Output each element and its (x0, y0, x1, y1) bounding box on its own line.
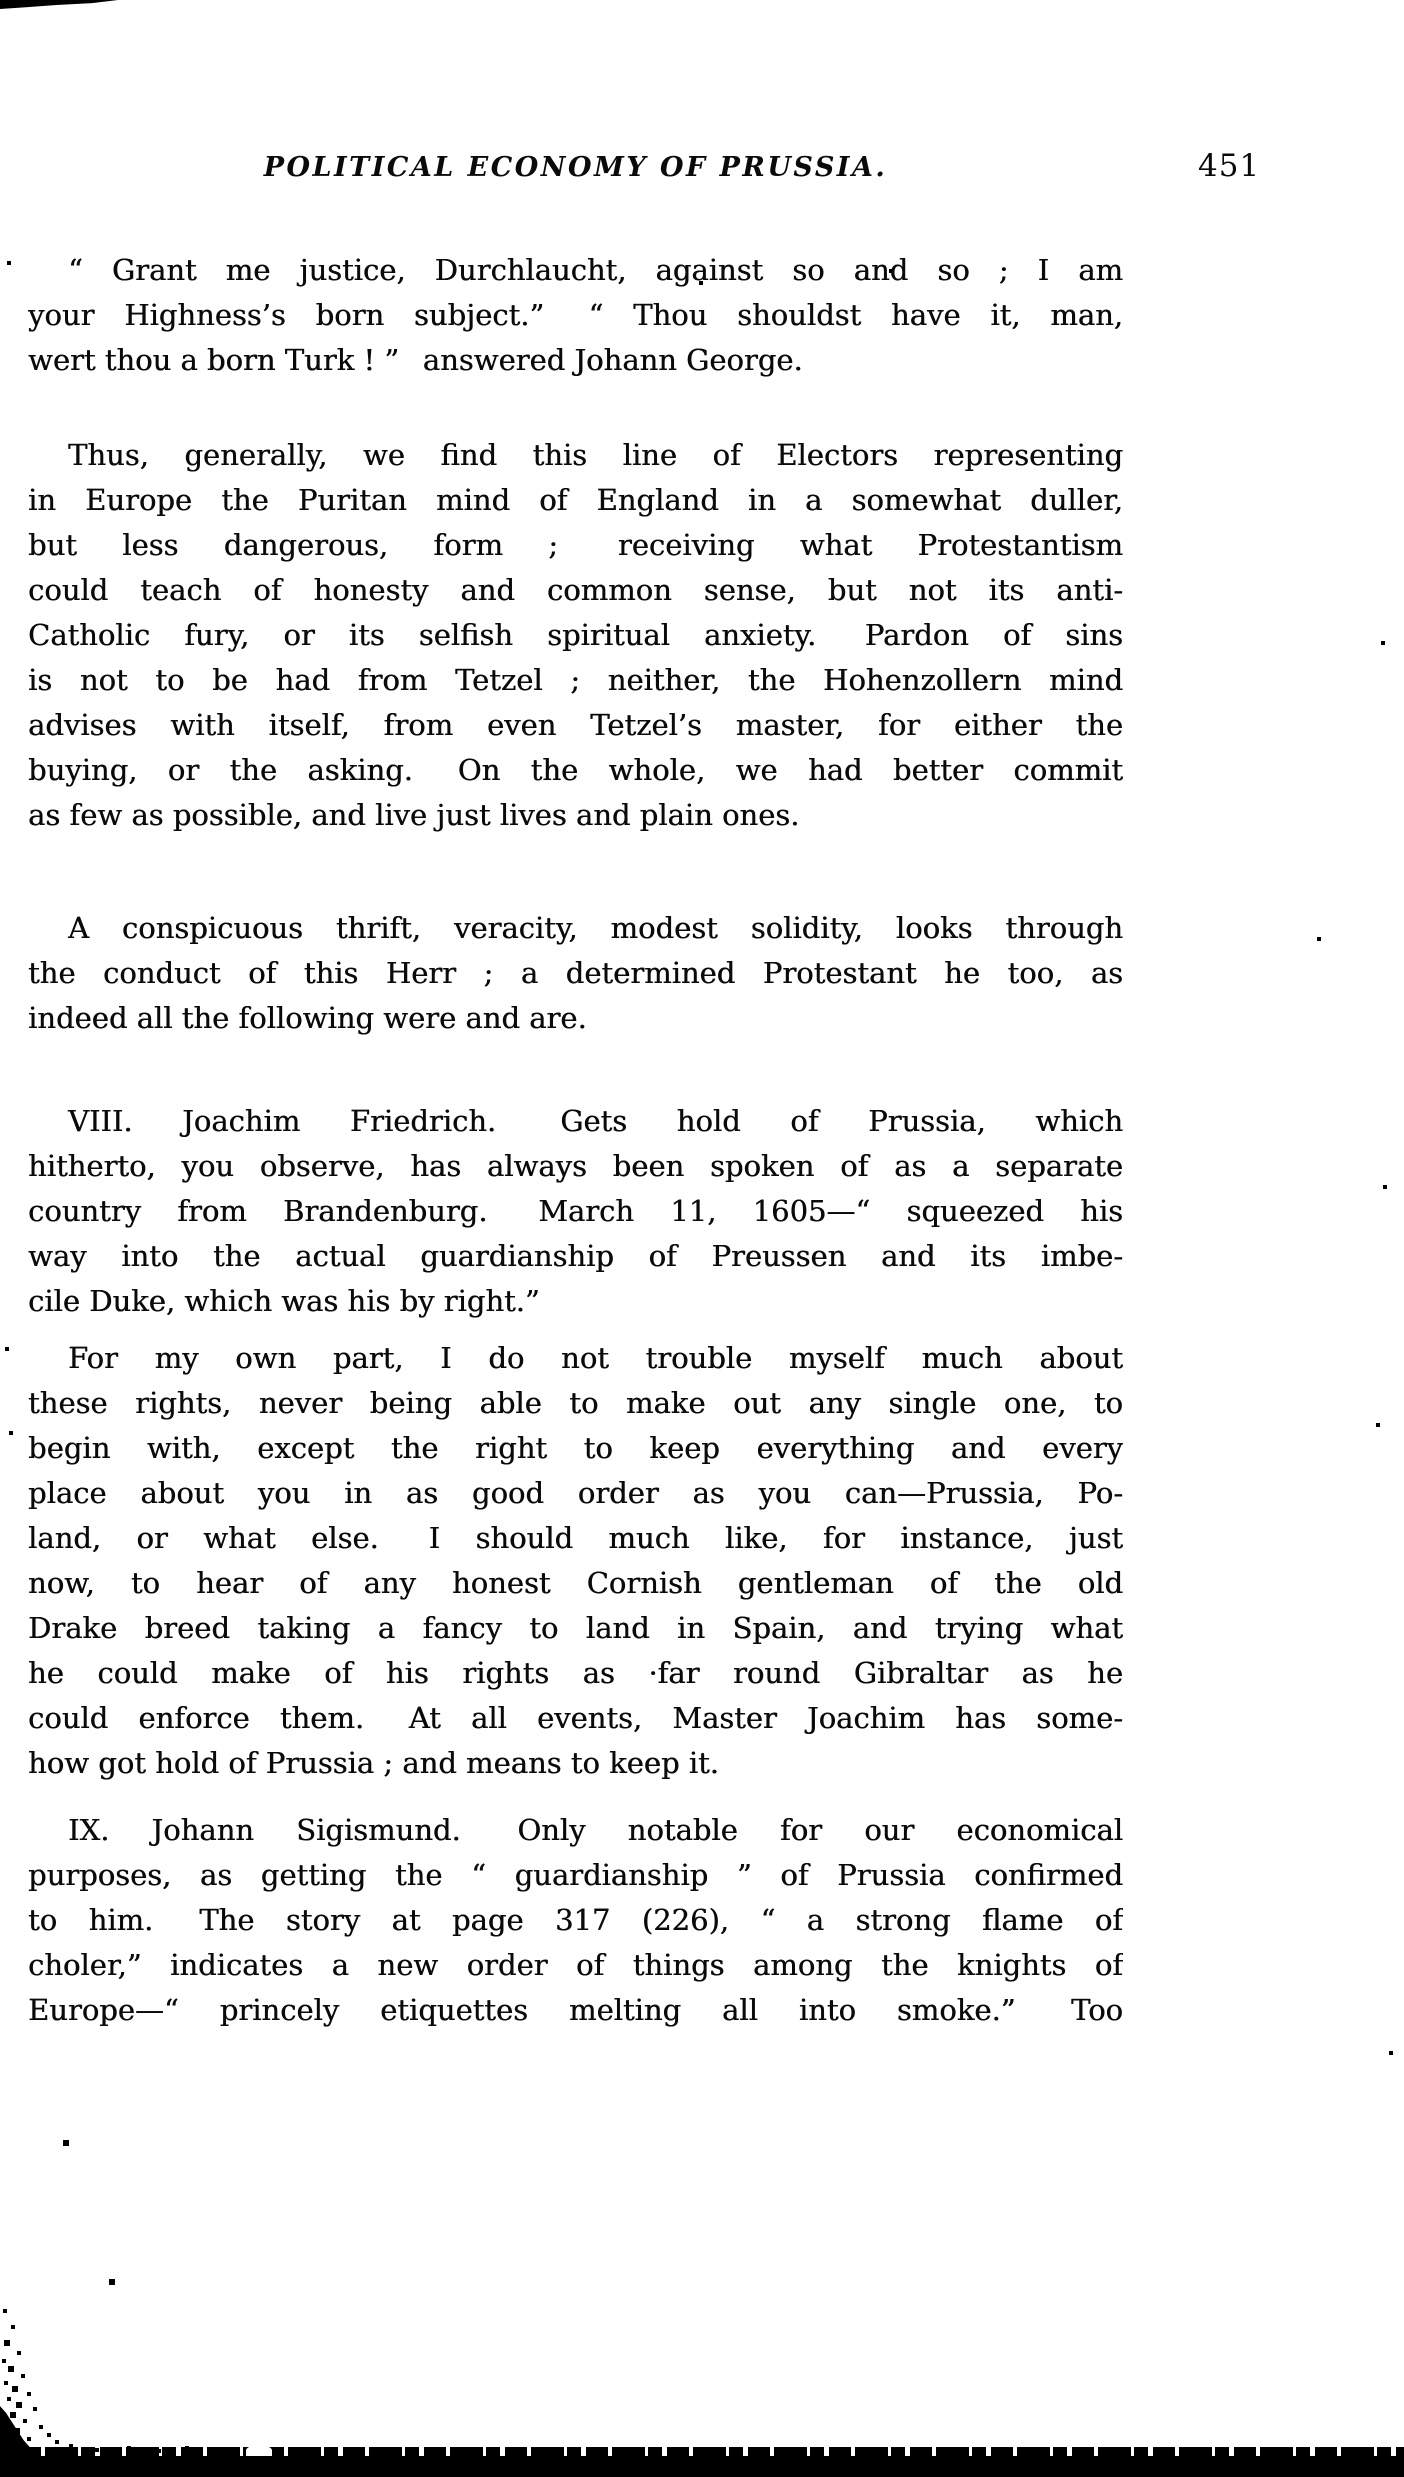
text-line: your Highness’s born subject.” “ Thou shouldst have it, man, (28, 298, 1123, 332)
text-line: to him. The story at page 317 (226), “ a strong flame of (28, 1903, 1123, 1937)
text-line: choler,” indicates a new order of things among the knights of (28, 1948, 1123, 1982)
text-line: he could make of his rights as ·far round Gibraltar as he (28, 1656, 1123, 1690)
text-line: indeed all the following were and are. (28, 1001, 587, 1035)
paragraph (28, 1099, 1123, 1324)
text-line: begin with, except the right to keep everything and every (28, 1431, 1123, 1465)
paragraph (28, 248, 1123, 383)
text-line: how got hold of Prussia ; and means to keep it. (28, 1746, 719, 1780)
text-line: IX. Johann Sigismund. Only notable for our economical (68, 1813, 1123, 1847)
page-number: 451 (1198, 148, 1261, 184)
text-line: could teach of honesty and common sense, but not its anti- (28, 573, 1123, 607)
text-line: is not to be had from Tetzel ; neither, the Hohenzollern mind (28, 663, 1123, 697)
text-line: Thus, generally, we find this line of Electors representing (68, 438, 1123, 472)
text-line: land, or what else. I should much like, for instance, just (28, 1521, 1123, 1555)
text-line: advises with itself, from even Tetzel’s master, for either the (28, 708, 1123, 742)
text-line: VIII. Joachim Friedrich. Gets hold of Prussia, which (68, 1104, 1123, 1138)
text-line: wert thou a born Turk ! ” answered Johann George. (28, 343, 803, 377)
text-line: these rights, never being able to make out any single one, to (28, 1386, 1123, 1420)
scan-speckles (0, 0, 2, 2)
text-line: country from Brandenburg. March 11, 1605—“ squeezed his (28, 1194, 1123, 1228)
text-line: could enforce them. At all events, Master Joachim has some- (28, 1701, 1123, 1735)
text-line: way into the actual guardianship of Preussen and its imbe- (28, 1239, 1123, 1273)
text-block (28, 248, 1123, 2033)
text-line: the conduct of this Herr ; a determined Protestant he too, as (28, 956, 1123, 990)
scan-smudge-top-left (0, 0, 118, 9)
text-line: cile Duke, which was his by right.” (28, 1284, 540, 1318)
paragraph (28, 906, 1123, 1041)
paragraph (28, 1336, 1123, 1786)
text-line: Europe—“ princely etiquettes melting all into smoke.” Too (28, 1993, 1123, 2027)
paragraph (28, 433, 1123, 838)
text-line: but less dangerous, form ; receiving what Protestantism (28, 528, 1123, 562)
scan-bottom-bar (0, 2456, 1404, 2477)
text-line: as few as possible, and live just lives and plain ones. (28, 798, 800, 832)
text-line: For my own part, I do not trouble myself much about (68, 1341, 1123, 1375)
paragraph (28, 1808, 1123, 2033)
text-line: A conspicuous thrift, veracity, modest solidity, looks through (68, 911, 1123, 945)
text-line: place about you in as good order as you can—Prussia, Po- (28, 1476, 1123, 1510)
text-line: “ Grant me justice, Durchlaucht, against so and so ; I am (68, 253, 1123, 287)
text-line: hitherto, you observe, has always been spoken of as a separate (28, 1149, 1123, 1183)
page-title: POLITICAL ECONOMY OF PRUSSIA. (263, 152, 888, 183)
text-line: purposes, as getting the “ guardianship ” of Prussia confirmed (28, 1858, 1123, 1892)
text-line: now, to hear of any honest Cornish gentleman of the old (28, 1566, 1123, 1600)
text-line: Drake breed taking a fancy to land in Spain, and trying what (28, 1611, 1123, 1645)
scan-bar-notch (246, 2445, 272, 2456)
text-line: Catholic fury, or its selfish spiritual anxiety. Pardon of sins (28, 618, 1123, 652)
text-line: in Europe the Puritan mind of England in a somewhat duller, (28, 483, 1123, 517)
text-line: buying, or the asking. On the whole, we had better commit (28, 753, 1123, 787)
